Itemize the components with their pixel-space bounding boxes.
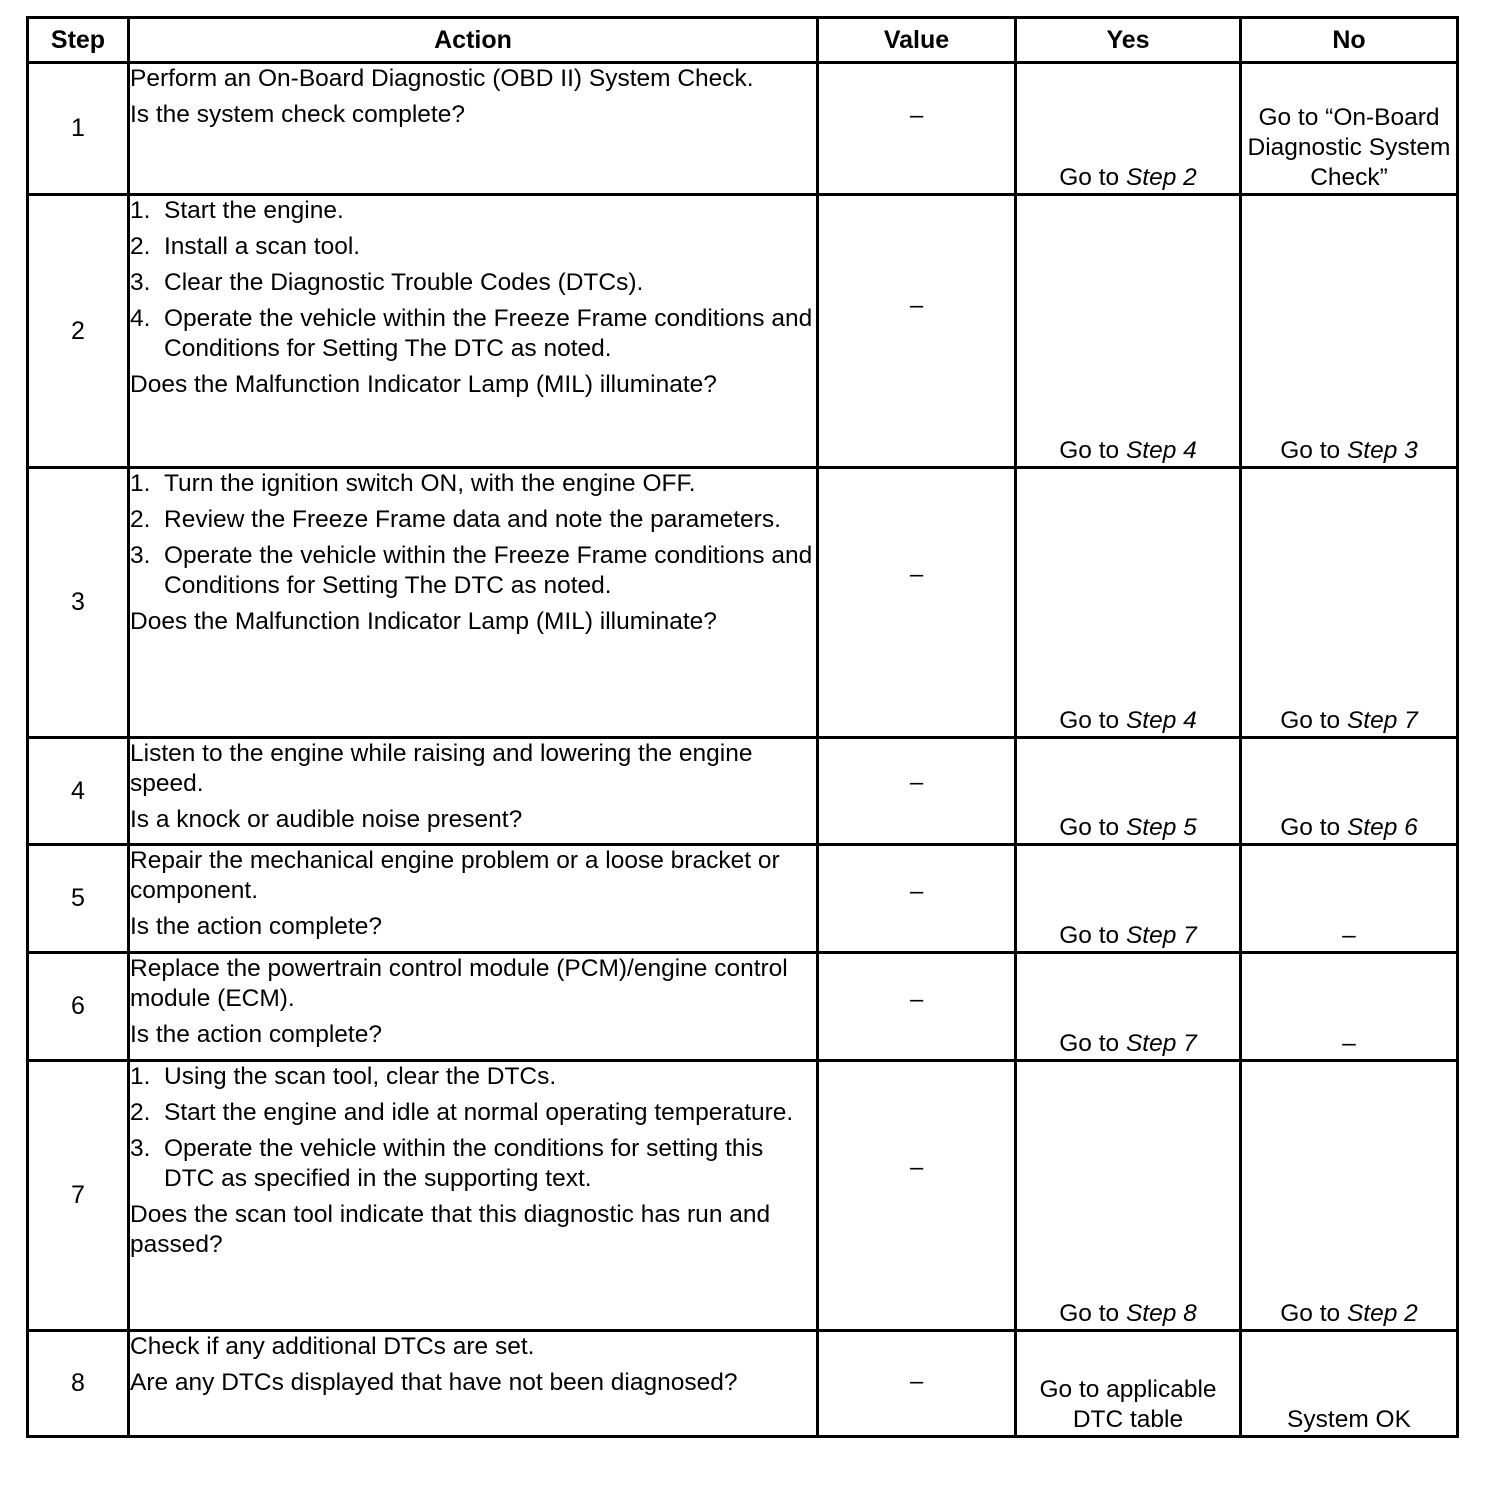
yes-cell	[1016, 1331, 1241, 1437]
table-row	[28, 1061, 1458, 1331]
action-step-number: 2.	[130, 1099, 151, 1126]
yes-cell	[1016, 195, 1241, 468]
action-paragraph: Perform an On-Board Diagnostic (OBD II) System Check.	[130, 65, 754, 92]
yes-cell-link[interactable]	[1059, 922, 1197, 949]
step-number: 6	[28, 953, 129, 1061]
go-to-prefix: Go to	[1280, 437, 1347, 464]
value-cell	[818, 195, 1016, 468]
action-step-item	[130, 1134, 816, 1194]
step-number: 1	[28, 63, 129, 195]
action-step-item	[130, 1062, 816, 1092]
no-cell	[1241, 63, 1458, 195]
action-paragraph: Repair the mechanical engine problem or a loose bracket or component.	[130, 847, 780, 904]
no-cell	[1241, 845, 1458, 953]
step-reference: Step 7	[1346, 707, 1418, 734]
action-step-number: 3.	[130, 1135, 151, 1162]
no-cell-link[interactable]	[1280, 814, 1418, 841]
action-step-item	[130, 505, 816, 535]
go-to-prefix: Go to	[1059, 814, 1126, 841]
value-dash: –	[909, 561, 924, 588]
action-question: Does the scan tool indicate that this diagnostic has run and passed?	[130, 1201, 771, 1258]
step-number: 3	[28, 468, 129, 738]
go-to-prefix: Go to	[1280, 814, 1347, 841]
value-cell	[818, 953, 1016, 1061]
header-yes: Yes	[1016, 18, 1241, 63]
header-value: Value	[818, 18, 1016, 63]
value-cell	[818, 468, 1016, 738]
step-reference: Step 3	[1346, 437, 1418, 464]
action-cell	[129, 1331, 818, 1437]
yes-cell	[1016, 845, 1241, 953]
value-cell	[818, 738, 1016, 845]
no-cell	[1241, 1331, 1458, 1437]
yes-cell-link[interactable]	[1059, 1030, 1197, 1057]
value-dash: –	[909, 102, 924, 129]
step-number: 8	[28, 1331, 129, 1437]
step-reference: Step 5	[1125, 814, 1197, 841]
no-cell	[1241, 738, 1458, 845]
go-to-prefix: Go to	[1059, 1300, 1126, 1327]
go-to-prefix: Go to	[1280, 1300, 1347, 1327]
action-step-text: Start the engine.	[164, 197, 344, 224]
action-step-text: Operate the vehicle within the conditions for setting this DTC as specified in the supporting text.	[164, 1135, 764, 1192]
action-step-text: Review the Freeze Frame data and note the parameters.	[164, 506, 781, 533]
action-step-text: Clear the Diagnostic Trouble Codes (DTCs).	[164, 269, 644, 296]
go-to-prefix: Go to	[1059, 437, 1126, 464]
header-action: Action	[129, 18, 818, 63]
action-step-item	[130, 232, 816, 262]
action-question: Does the Malfunction Indicator Lamp (MIL) illuminate?	[130, 608, 717, 635]
step-number: 2	[28, 195, 129, 468]
action-question: Does the Malfunction Indicator Lamp (MIL) illuminate?	[130, 371, 717, 398]
action-question: Is a knock or audible noise present?	[130, 806, 523, 833]
action-question: Are any DTCs displayed that have not been diagnosed?	[130, 1369, 738, 1396]
no-cell-link[interactable]	[1280, 437, 1418, 464]
action-step-item	[130, 304, 816, 364]
action-question: Is the action complete?	[130, 1021, 382, 1048]
action-step-number: 3.	[130, 269, 151, 296]
action-cell	[129, 63, 818, 195]
action-step-text: Install a scan tool.	[164, 233, 361, 260]
no-cell	[1241, 953, 1458, 1061]
no-cell	[1241, 195, 1458, 468]
go-to-prefix: Go to	[1280, 707, 1347, 734]
go-to-prefix: Go to	[1059, 164, 1126, 191]
action-step-number: 2.	[130, 233, 151, 260]
table-row	[28, 63, 1458, 195]
action-step-item	[130, 196, 816, 226]
yes-cell-link[interactable]	[1059, 814, 1197, 841]
value-dash: –	[909, 1154, 924, 1181]
value-cell	[818, 845, 1016, 953]
go-to-prefix: Go to	[1059, 922, 1126, 949]
action-question: Is the action complete?	[130, 913, 382, 940]
action-question: Is the system check complete?	[130, 101, 465, 128]
go-to-prefix: Go to	[1059, 1030, 1126, 1057]
action-step-number: 4.	[130, 305, 151, 332]
no-cell	[1241, 468, 1458, 738]
table-row	[28, 738, 1458, 845]
action-step-item	[130, 268, 816, 298]
value-cell	[818, 1061, 1016, 1331]
no-cell-text: System OK	[1287, 1406, 1411, 1433]
yes-cell	[1016, 1061, 1241, 1331]
no-cell-text[interactable]: Go to “On-Board Diagnostic System Check”	[1247, 104, 1451, 191]
table-row	[28, 195, 1458, 468]
value-dash: –	[909, 1368, 924, 1395]
no-cell-text: –	[1342, 922, 1356, 949]
action-step-number: 1.	[130, 197, 151, 224]
action-step-text: Operate the vehicle within the Freeze Frame conditions and Conditions for Setting The DTC as noted.	[164, 305, 813, 362]
step-reference: Step 7	[1125, 1030, 1197, 1057]
table-row	[28, 953, 1458, 1061]
go-to-prefix: Go to	[1059, 707, 1126, 734]
action-cell	[129, 953, 818, 1061]
yes-cell	[1016, 63, 1241, 195]
step-reference: Step 4	[1125, 707, 1197, 734]
no-cell-link[interactable]	[1280, 1300, 1418, 1327]
no-cell-text: –	[1342, 1030, 1356, 1057]
action-step-text: Using the scan tool, clear the DTCs.	[164, 1063, 557, 1090]
action-step-item	[130, 469, 816, 499]
action-step-text: Start the engine and idle at normal operating temperature.	[164, 1099, 794, 1126]
action-step-text: Operate the vehicle within the Freeze Frame conditions and Conditions for Setting The DTC as noted.	[164, 542, 813, 599]
step-reference: Step 8	[1125, 1300, 1197, 1327]
no-cell	[1241, 1061, 1458, 1331]
step-reference: Step 2	[1125, 164, 1197, 191]
yes-cell	[1016, 468, 1241, 738]
action-step-number: 1.	[130, 1063, 151, 1090]
value-dash: –	[909, 986, 924, 1013]
yes-cell	[1016, 953, 1241, 1061]
step-number: 4	[28, 738, 129, 845]
action-cell	[129, 1061, 818, 1331]
value-dash: –	[909, 878, 924, 905]
action-cell	[129, 195, 818, 468]
header-no: No	[1241, 18, 1458, 63]
table-body	[28, 63, 1458, 1437]
action-steps-list	[130, 196, 816, 364]
header-row	[28, 18, 1458, 63]
value-dash: –	[909, 292, 924, 319]
yes-cell-link[interactable]	[1059, 1300, 1197, 1327]
table-row	[28, 1331, 1458, 1437]
action-steps-list	[130, 1062, 816, 1194]
table-row	[28, 468, 1458, 738]
yes-cell-link[interactable]	[1059, 164, 1197, 191]
action-paragraph: Listen to the engine while raising and lowering the engine speed.	[130, 740, 753, 797]
no-cell-link[interactable]	[1280, 707, 1418, 734]
action-step-number: 2.	[130, 506, 151, 533]
action-steps-list	[130, 469, 816, 601]
step-reference: Step 4	[1125, 437, 1197, 464]
value-cell	[818, 63, 1016, 195]
yes-cell	[1016, 738, 1241, 845]
step-reference: Step 7	[1125, 922, 1197, 949]
value-dash: –	[909, 769, 924, 796]
action-cell	[129, 468, 818, 738]
action-step-number: 1.	[130, 470, 151, 497]
action-cell	[129, 845, 818, 953]
action-paragraph: Replace the powertrain control module (PCM)/engine control module (ECM).	[130, 955, 788, 1012]
value-cell	[818, 1331, 1016, 1437]
table-row	[28, 845, 1458, 953]
step-reference: Step 2	[1346, 1300, 1418, 1327]
action-step-item	[130, 541, 816, 601]
diagnostic-table	[26, 16, 1459, 1438]
step-number: 5	[28, 845, 129, 953]
yes-cell-link[interactable]	[1059, 437, 1197, 464]
header-step: Step	[28, 18, 129, 63]
action-paragraph: Check if any additional DTCs are set.	[130, 1333, 535, 1360]
step-number: 7	[28, 1061, 129, 1331]
yes-cell-link[interactable]	[1059, 707, 1197, 734]
step-reference: Step 6	[1346, 814, 1418, 841]
action-step-item	[130, 1098, 816, 1128]
action-step-number: 3.	[130, 542, 151, 569]
yes-cell-text[interactable]: Go to applicable DTC table	[1039, 1376, 1217, 1433]
action-step-text: Turn the ignition switch ON, with the engine OFF.	[164, 470, 696, 497]
action-cell	[129, 738, 818, 845]
